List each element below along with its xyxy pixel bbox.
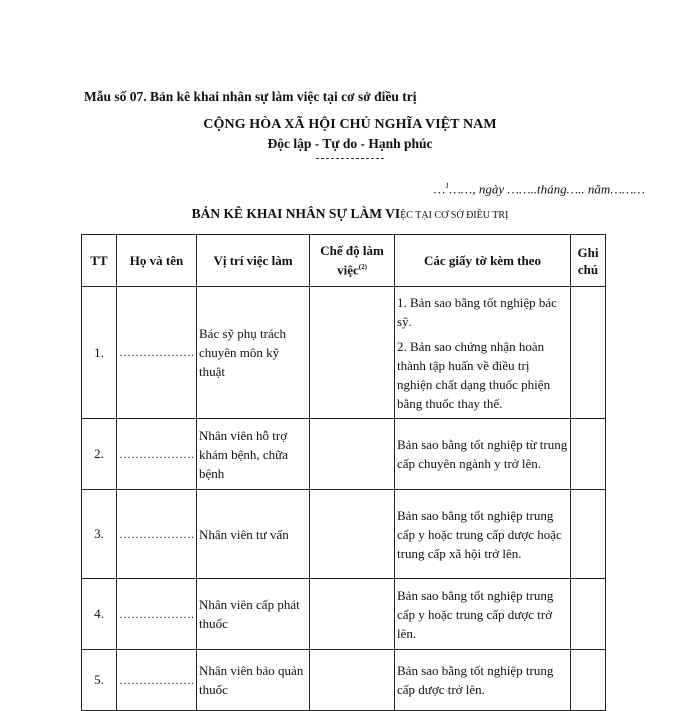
name-field[interactable]: ………………. <box>117 650 197 711</box>
note-field[interactable] <box>571 650 606 711</box>
header-note: Ghi chú <box>571 235 606 287</box>
table-row <box>82 490 606 579</box>
national-motto: Độc lập - Tự do - Hạnh phúc <box>267 136 433 151</box>
position-cell: Nhân viên tư vấn <box>197 490 310 579</box>
regime-field[interactable] <box>310 579 395 650</box>
note-field[interactable] <box>571 287 606 419</box>
position-cell: Nhân viên bảo quản thuốc <box>197 650 310 711</box>
row-number: 5. <box>82 650 117 711</box>
note-field[interactable] <box>571 579 606 650</box>
regime-field[interactable] <box>310 287 395 419</box>
document-item: Bản sao bằng tốt nghiệp trung cấp dược trở lên. <box>397 663 554 697</box>
name-field[interactable]: ………………. <box>117 579 197 650</box>
documents-cell <box>395 650 571 711</box>
document-item: 1. Bản sao bằng tốt nghiệp bác sỹ. <box>397 294 557 329</box>
note-field[interactable] <box>571 490 606 579</box>
motto-divider <box>316 158 384 159</box>
header-regime <box>310 235 395 287</box>
date-text: ……, ngày ……..tháng….. năm……… <box>449 181 645 197</box>
document-item: 2. Bản sao chứng nhận hoàn thành tập huấn về điều trị nghiện chất dạng thuốc phiện bằng thuốc thay thế. <box>397 338 551 411</box>
position-cell: Bác sỹ phụ trách chuyên môn kỹ thuật <box>197 287 310 419</box>
table-row <box>82 650 606 711</box>
row-number: 4. <box>82 579 117 650</box>
national-title: CỘNG HÒA XÃ HỘI CHỦ NGHĨA VIỆT NAM <box>203 117 497 132</box>
document-title <box>0 206 700 222</box>
row-number: 3. <box>82 490 117 579</box>
name-field[interactable]: ………………. <box>117 419 197 490</box>
header-regime-note: (2) <box>358 263 367 272</box>
note-field[interactable] <box>571 419 606 490</box>
row-number: 1. <box>82 287 117 419</box>
header-tt: TT <box>82 235 117 287</box>
header-position: Vị trí việc làm <box>197 235 310 287</box>
header-documents: Các giấy tờ kèm theo <box>395 235 571 287</box>
regime-field[interactable] <box>310 490 395 579</box>
header-name: Họ và tên <box>117 235 197 287</box>
title-tail: ỆC TẠI CƠ SỞ ĐIỀU TRỊ <box>400 210 509 221</box>
table-row <box>82 287 606 419</box>
date-prefix: … <box>433 181 446 197</box>
title-main: BẢN KÊ KHAI NHÂN SỰ LÀM VI <box>191 206 401 221</box>
table-header-row <box>82 235 606 287</box>
document-item: Bản sao bằng tốt nghiệp trung cấp y hoặc trung cấp dược hoặc trung cấp xã hội trở lên. <box>397 507 562 561</box>
position-cell: Nhân viên cấp phát thuốc <box>197 579 310 650</box>
documents-cell <box>395 579 571 650</box>
name-field[interactable]: ………………. <box>117 287 197 419</box>
name-field[interactable]: ………………. <box>117 490 197 579</box>
documents-cell <box>395 490 571 579</box>
document-item: Bản sao bằng tốt nghiệp từ trung cấp chuyên ngành y trở lên. <box>397 437 568 471</box>
position-cell: Nhân viên hỗ trợ khám bệnh, chữa bệnh <box>197 419 310 490</box>
place-date-line <box>434 181 645 197</box>
regime-field[interactable] <box>310 650 395 711</box>
date-footnote-marker: 1 <box>445 181 450 190</box>
header-regime-label: Chế độ làm việc <box>320 243 384 278</box>
table-row <box>82 579 606 650</box>
form-number: Mẫu số 07. Bản kê khai nhân sự làm việc tại cơ sở điều trị <box>84 89 417 104</box>
row-number: 2. <box>82 419 117 490</box>
document-item: Bản sao bằng tốt nghiệp trung cấp y hoặc trung cấp dược trở lên. <box>397 587 554 641</box>
documents-cell <box>395 287 571 419</box>
table-row <box>82 419 606 490</box>
regime-field[interactable] <box>310 419 395 490</box>
staff-table <box>81 234 606 711</box>
documents-cell <box>395 419 571 490</box>
